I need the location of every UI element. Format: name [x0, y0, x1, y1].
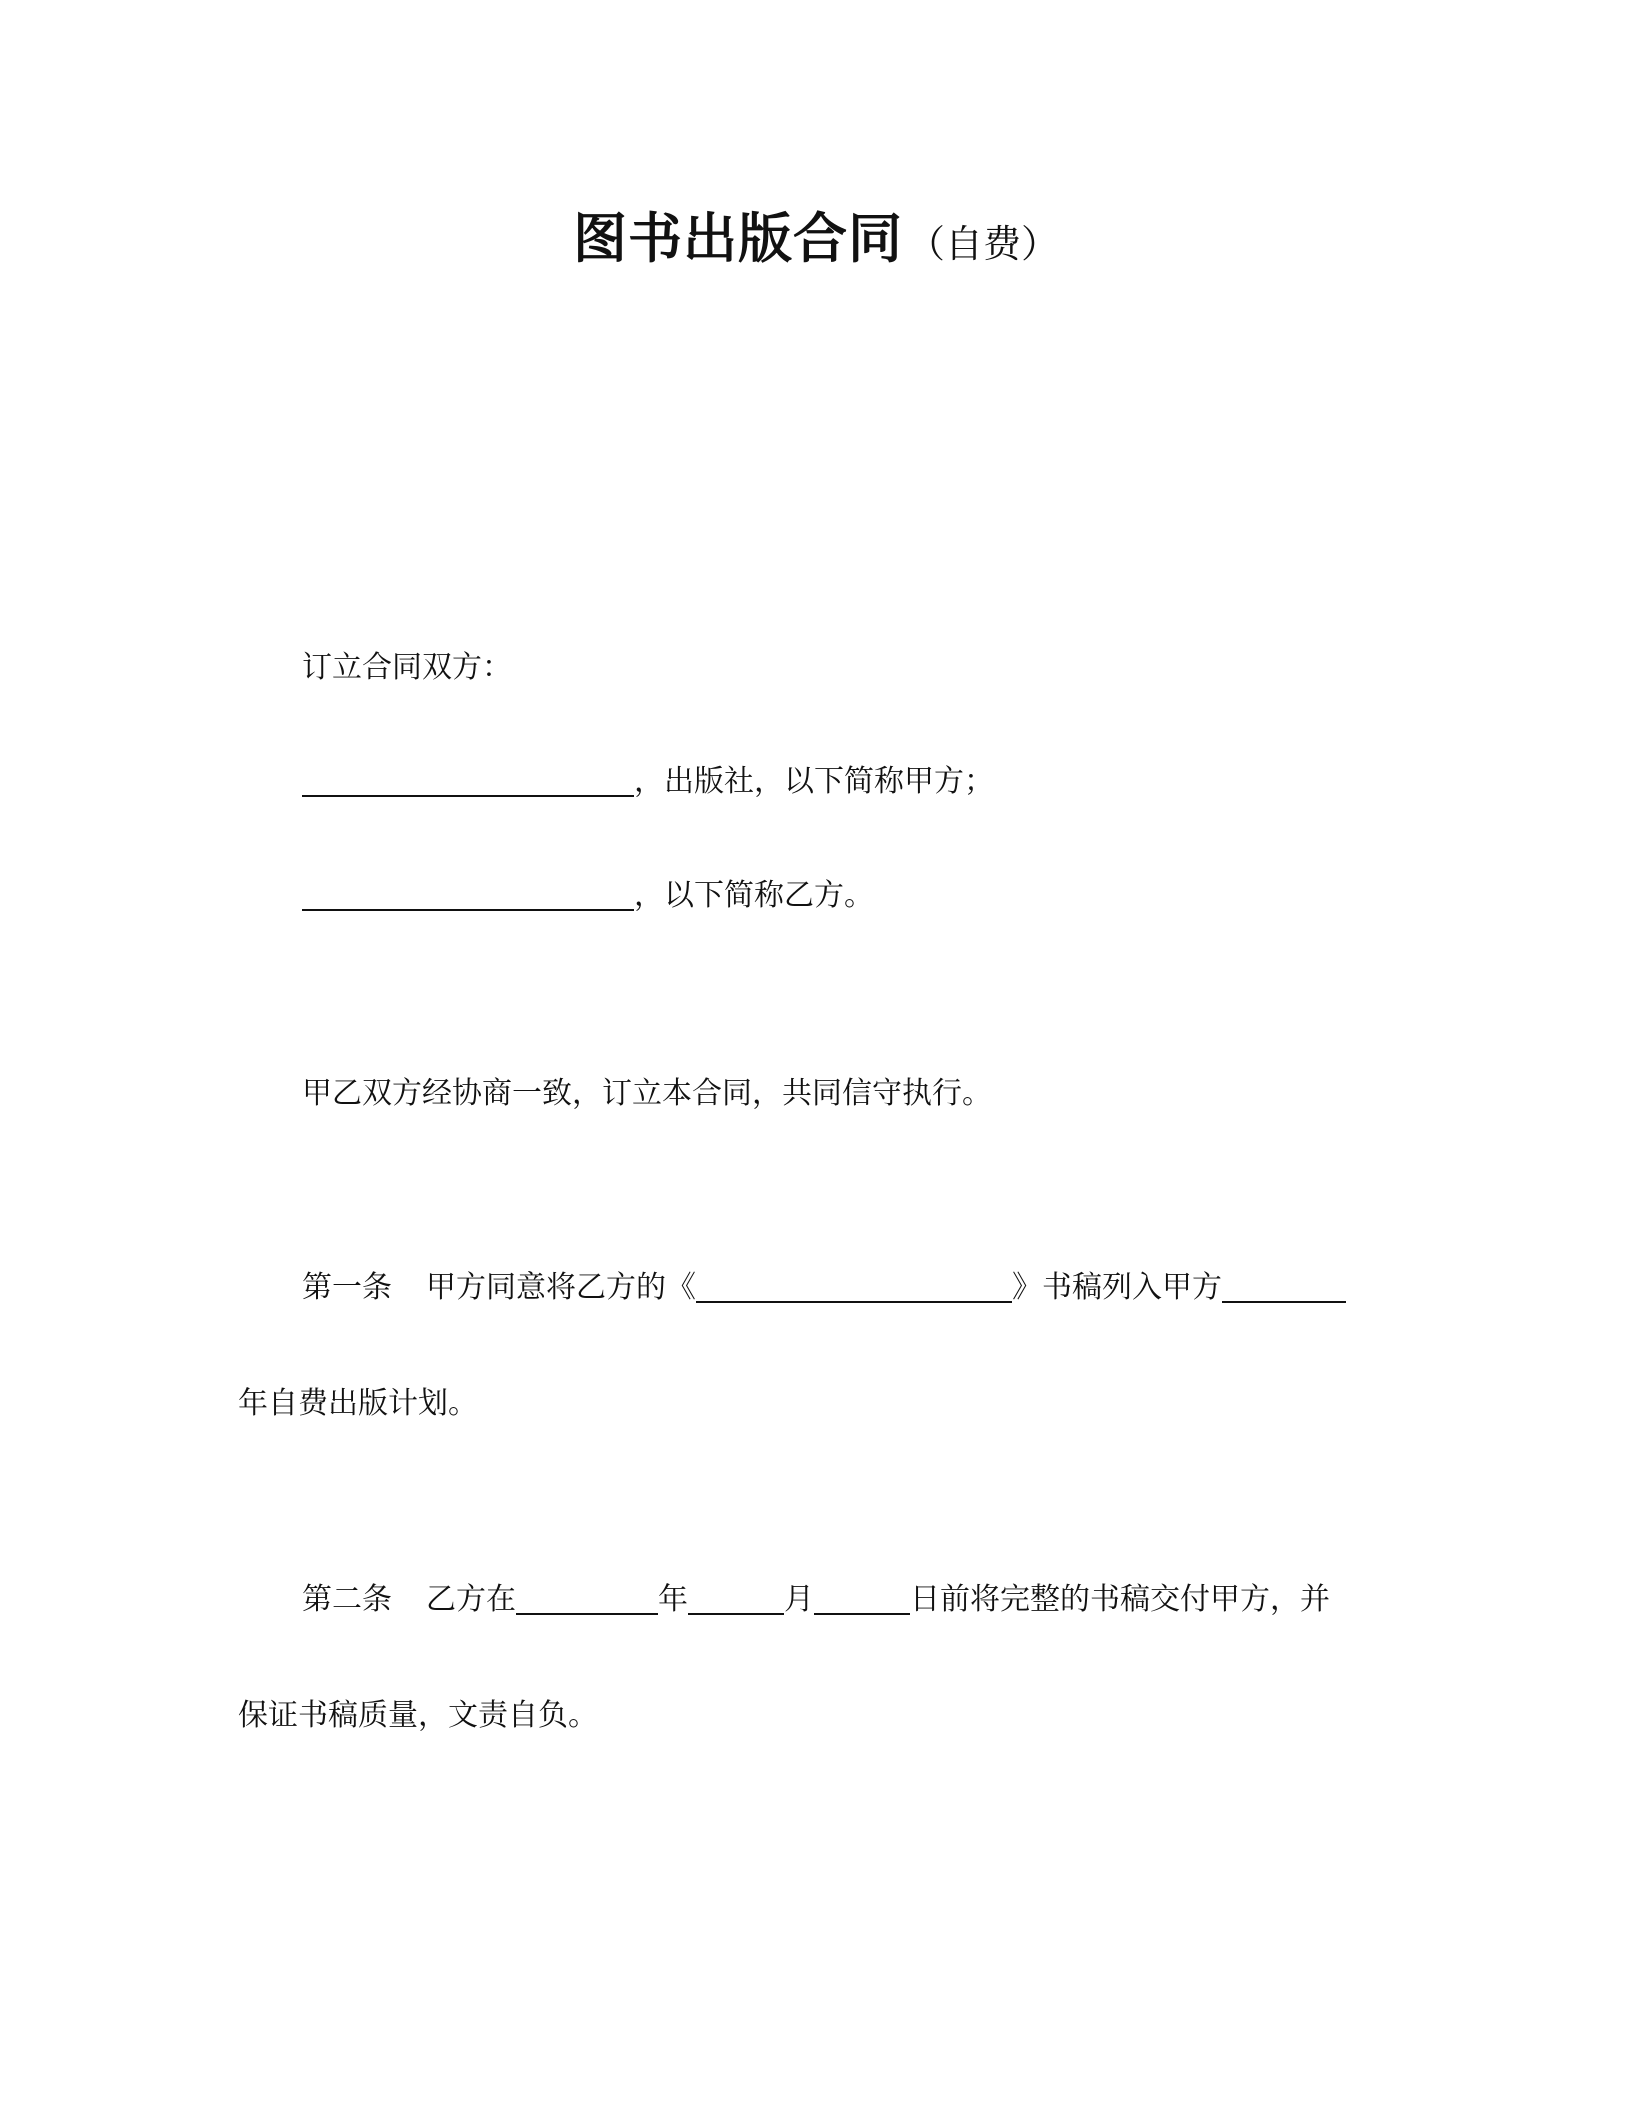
article-2-line: [302, 1580, 1330, 1620]
article-1-continuation-text: 年自费出版计划。: [238, 1386, 478, 1421]
title-note: （自费）: [906, 222, 1059, 266]
article-1-text-a: 甲方同意将乙方的《: [426, 1270, 696, 1305]
article-2-year: 年: [658, 1582, 688, 1617]
party-a-blank[interactable]: [302, 763, 634, 797]
deadline-day-blank[interactable]: [814, 1581, 910, 1615]
party-b-line: [302, 876, 874, 916]
party-a-suffix: ，出版社，以下简称甲方；: [634, 764, 994, 799]
party-a-line: [302, 762, 994, 802]
preamble-text: 甲乙双方经协商一致，订立本合同，共同信守执行。: [302, 1076, 992, 1111]
article-1-line: [302, 1268, 1346, 1308]
deadline-year-blank[interactable]: [516, 1581, 658, 1615]
article-1-continuation: [238, 1384, 478, 1424]
article-1-label: 第一条: [302, 1270, 392, 1305]
article-2-month: 月: [784, 1582, 814, 1617]
document-title: [0, 196, 1632, 273]
title-main: 图书出版合同: [572, 207, 903, 270]
party-b-blank[interactable]: [302, 877, 634, 911]
manuscript-title-blank[interactable]: [696, 1269, 1012, 1303]
article-2-continuation: [238, 1696, 598, 1736]
article-2-text-a: 乙方在: [426, 1582, 516, 1617]
article-1-text-b: 》书稿列入甲方: [1012, 1270, 1222, 1305]
article-2-continuation-text: 保证书稿质量，文责自负。: [238, 1698, 598, 1733]
preamble: [302, 1074, 992, 1114]
article-2-text-b: 日前将完整的书稿交付甲方，并: [910, 1582, 1330, 1617]
deadline-month-blank[interactable]: [688, 1581, 784, 1615]
parties-heading-text: 订立合同双方：: [302, 650, 512, 685]
plan-year-blank[interactable]: [1222, 1269, 1346, 1303]
article-2-label: 第二条: [302, 1582, 392, 1617]
party-b-suffix: ，以下简称乙方。: [634, 878, 874, 913]
parties-heading: [302, 648, 512, 688]
